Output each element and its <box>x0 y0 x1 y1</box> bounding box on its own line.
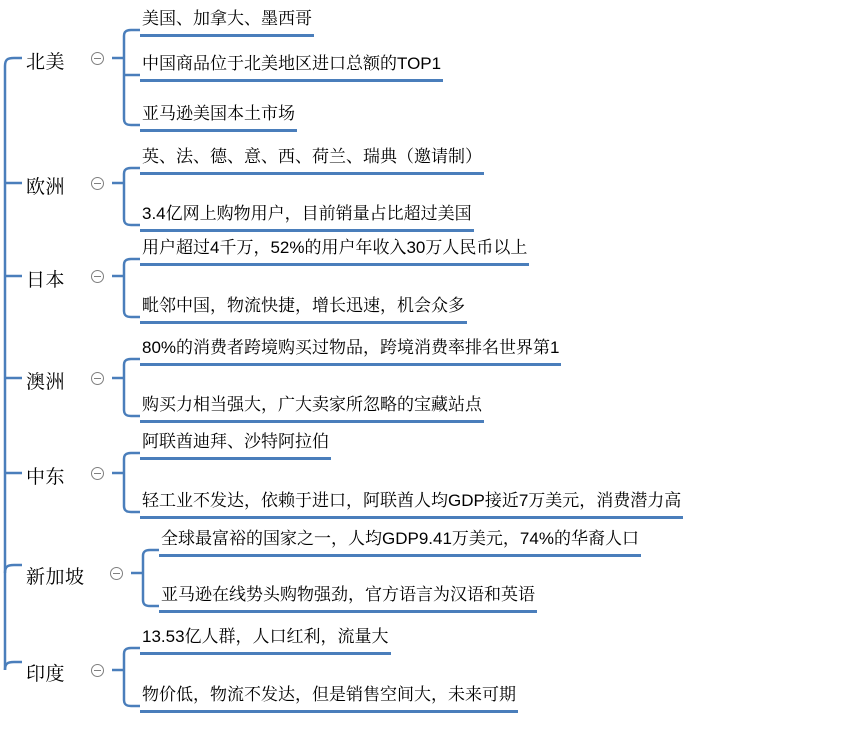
leaf-label: 亚马逊美国本土市场 <box>142 104 295 123</box>
leaf-underline <box>159 554 641 557</box>
leaf-label: 13.53亿人群，人口红利，流量大 <box>142 627 389 646</box>
list-item[interactable] <box>140 53 443 82</box>
collapse-minus-icon[interactable] <box>91 177 104 190</box>
branch-label-north-america[interactable]: 北美 <box>26 52 66 73</box>
branch-label-singapore[interactable]: 新加坡 <box>26 567 85 588</box>
collapse-minus-icon[interactable] <box>91 52 104 65</box>
list-item[interactable] <box>140 295 467 324</box>
leaf-underline <box>140 420 484 423</box>
leaf-label: 购买力相当强大，广大卖家所忽略的宝藏站点 <box>142 395 482 414</box>
collapse-minus-icon[interactable] <box>91 372 104 385</box>
leaf-underline <box>140 79 443 82</box>
branch-label-japan[interactable]: 日本 <box>26 270 66 291</box>
leaf-underline <box>140 516 683 519</box>
leaf-underline <box>140 263 529 266</box>
leaf-underline <box>140 172 484 175</box>
leaf-label: 亚马逊在线势头购物强劲，官方语言为汉语和英语 <box>161 585 535 604</box>
list-item[interactable] <box>140 8 314 37</box>
leaf-underline <box>140 34 314 37</box>
list-item[interactable] <box>140 237 529 266</box>
leaf-underline <box>140 129 297 132</box>
branch-label-india[interactable]: 印度 <box>26 664 66 685</box>
collapse-minus-icon[interactable] <box>91 664 104 677</box>
leaf-label: 毗邻中国，物流快捷，增长迅速，机会众多 <box>142 296 465 315</box>
collapse-minus-icon[interactable] <box>91 270 104 283</box>
list-item[interactable] <box>140 146 484 175</box>
list-item[interactable] <box>140 203 474 232</box>
leaf-underline <box>140 229 474 232</box>
leaf-underline <box>140 457 331 460</box>
collapse-minus-icon[interactable] <box>91 467 104 480</box>
leaf-label: 美国、加拿大、墨西哥 <box>142 9 312 28</box>
leaf-label: 物价低，物流不发达，但是销售空间大，未来可期 <box>142 685 516 704</box>
branch-label-middle-east[interactable]: 中东 <box>26 467 66 488</box>
leaf-label: 中国商品位于北美地区进口总额的TOP1 <box>142 54 442 73</box>
leaf-label: 用户超过4千万，52%的用户年收入30万人民币以上 <box>142 238 528 257</box>
list-item[interactable] <box>140 394 484 423</box>
branch-label-australia[interactable]: 澳洲 <box>26 372 66 393</box>
leaf-label: 英、法、德、意、西、荷兰、瑞典（邀请制） <box>142 147 482 166</box>
leaf-underline <box>140 363 561 366</box>
list-item[interactable] <box>140 103 297 132</box>
list-item[interactable] <box>140 337 561 366</box>
leaf-label: 轻工业不发达，依赖于进口，阿联酋人均GDP接近7万美元，消费潜力高 <box>142 491 682 510</box>
leaf-label: 80%的消费者跨境购买过物品，跨境消费率排名世界第1 <box>142 338 560 357</box>
leaf-underline <box>140 710 518 713</box>
leaf-underline <box>159 610 537 613</box>
list-item[interactable] <box>159 584 537 613</box>
list-item[interactable] <box>140 684 518 713</box>
leaf-underline <box>140 652 391 655</box>
leaf-underline <box>140 321 467 324</box>
list-item[interactable] <box>140 490 683 519</box>
leaf-label: 3.4亿网上购物用户，目前销量占比超过美国 <box>142 204 472 223</box>
list-item[interactable] <box>159 528 641 557</box>
list-item[interactable] <box>140 431 331 460</box>
leaf-label: 阿联酋迪拜、沙特阿拉伯 <box>142 432 329 451</box>
collapse-minus-icon[interactable] <box>110 567 123 580</box>
branch-label-europe[interactable]: 欧洲 <box>26 177 66 198</box>
leaf-label: 全球最富裕的国家之一，人均GDP9.41万美元，74%的华裔人口 <box>161 529 639 548</box>
list-item[interactable] <box>140 626 391 655</box>
